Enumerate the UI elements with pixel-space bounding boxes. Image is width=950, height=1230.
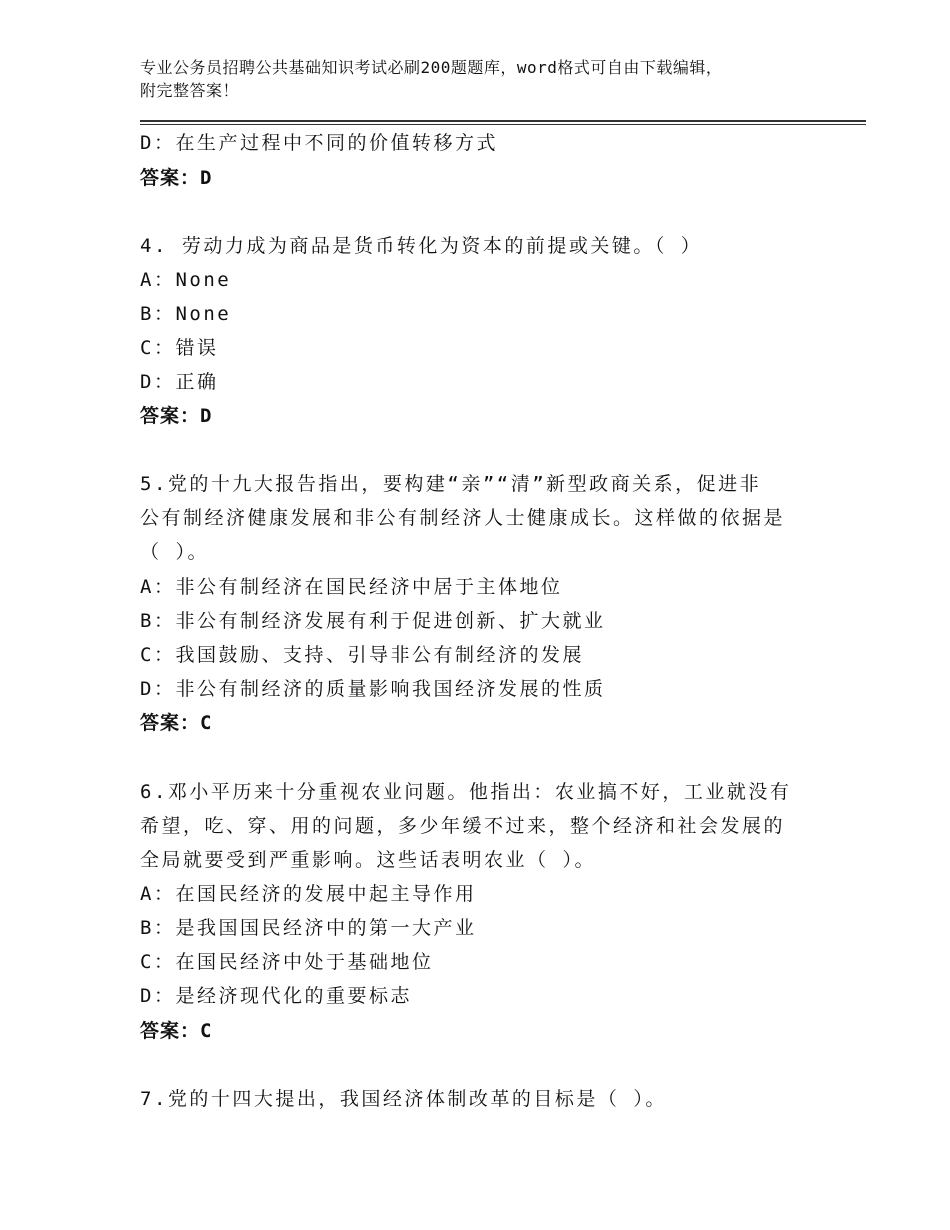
header-divider-thick [140,120,866,122]
q6-option-b: B：是我国国民经济中的第一大产业 [140,917,477,939]
q3-option-d: D：在生产过程中不同的价值转移方式 [140,132,498,154]
q5-option-a: A：非公有制经济在国民经济中居于主体地位 [140,576,563,598]
q6-stem-line-2: 希望，吃、穿、用的问题，多少年缓不过来，整个经济和社会发展的 [140,815,786,837]
q4-answer: 答案：D [140,405,213,427]
q6-stem-line-3: 全局就要受到严重影响。这些话表明农业（ ）。 [140,849,596,871]
q5-stem-line-1: 5.党的十九大报告指出，要构建“亲”“清”新型政商关系，促进非 [140,473,762,495]
q5-option-b: B：非公有制经济发展有利于促进创新、扩大就业 [140,610,606,632]
q4-stem: 4. 劳动力成为商品是货币转化为资本的前提或关键。（ ） [140,235,703,257]
q3-answer: 答案：D [140,167,213,189]
q5-answer: 答案：C [140,712,213,734]
q6-stem-line-1: 6.邓小平历来十分重视农业问题。他指出：农业搞不好，工业就没有 [140,781,792,803]
q6-option-d: D：是经济现代化的重要标志 [140,985,412,1007]
q6-option-a: A：在国民经济的发展中起主导作用 [140,883,477,905]
q5-stem-line-2: 公有制经济健康发展和非公有制经济人士健康成长。这样做的依据是 [140,507,786,529]
q4-option-b: B：None [140,303,232,325]
header-line-2: 附完整答案！ [140,81,240,100]
q4-option-d: D：正确 [140,371,219,393]
header-line-1: 专业公务员招聘公共基础知识考试必刷200题题库，word格式可自由下载编辑， [140,58,723,77]
q6-answer: 答案：C [140,1020,213,1042]
header-divider-thin [140,124,866,125]
page-header [140,56,840,102]
q5-option-c: C：我国鼓励、支持、引导非公有制经济的发展 [140,644,584,666]
q5-stem-line-3: （ ）。 [140,541,209,563]
q4-option-a: A：None [140,269,232,291]
q7-stem: 7.党的十四大提出，我国经济体制改革的目标是（ ）。 [140,1088,667,1110]
q5-option-d: D：非公有制经济的质量影响我国经济发展的性质 [140,678,606,700]
q4-option-c: C：错误 [140,337,219,359]
q6-option-c: C：在国民经济中处于基础地位 [140,951,434,973]
